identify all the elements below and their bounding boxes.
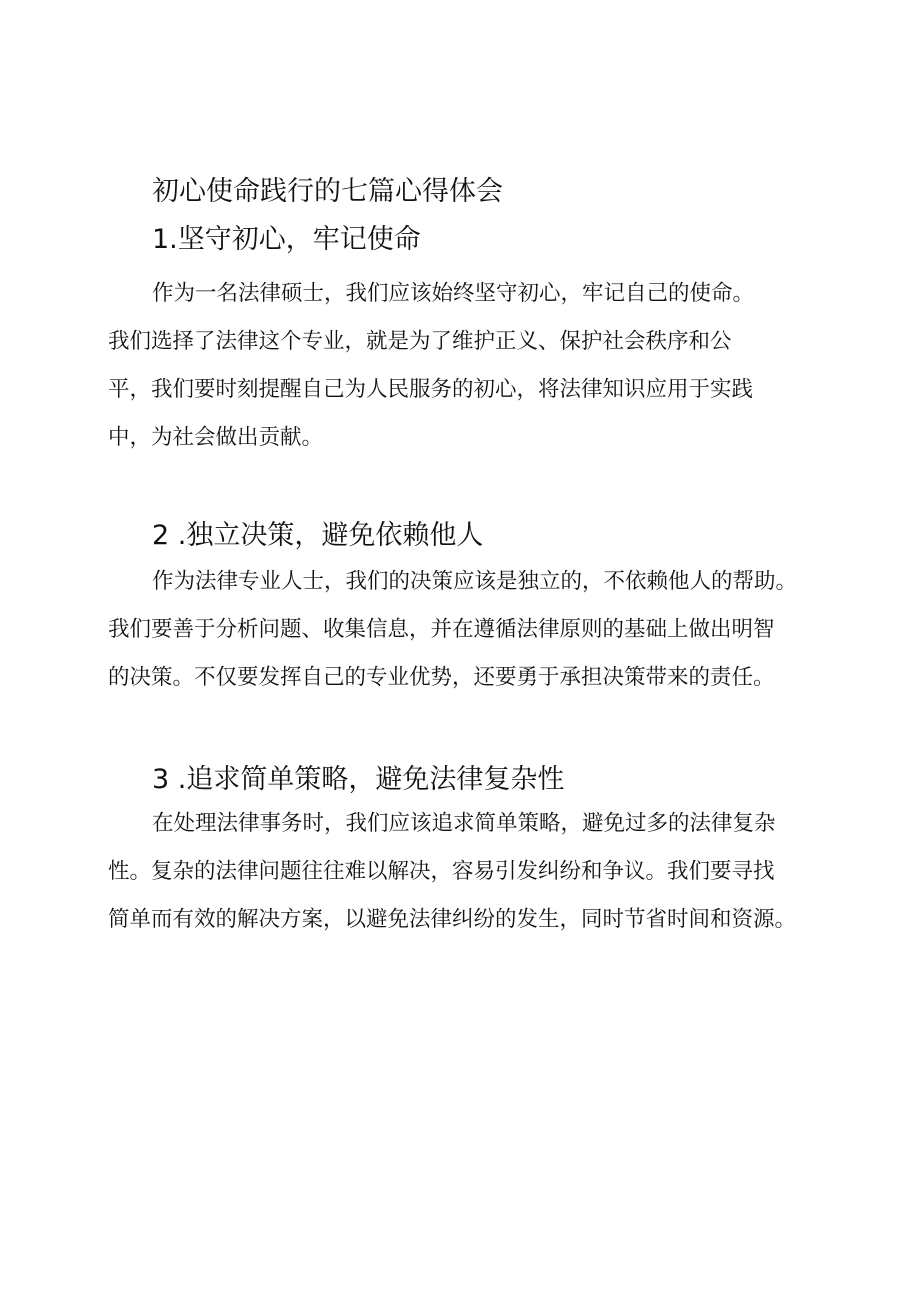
paragraph-line: 作为法律专业人士，我们的决策应该是独立的，不依赖他人的帮助。 xyxy=(152,569,798,594)
section-heading-3: 3 .追求简单策略，避免法律复杂性 xyxy=(152,764,565,795)
section-heading-1: 1.坚守初心，牢记使命 xyxy=(152,224,421,255)
section-3-paragraph xyxy=(108,800,838,944)
paragraph-line: 的决策。不仅要发挥自己的专业优势，还要勇于承担决策带来的责任。 xyxy=(108,665,775,690)
paragraph-line: 我们选择了法律这个专业，就是为了维护正义、保护社会秩序和公 xyxy=(108,329,732,354)
document-title: 初心使命践行的七篇心得体会 xyxy=(152,176,503,207)
paragraph-line: 简单而有效的解决方案，以避免法律纠纷的发生，同时节省时间和资源。 xyxy=(108,907,797,932)
section-heading-2: 2 .独立决策，避免依赖他人 xyxy=(152,520,484,551)
paragraph-line: 作为一名法律硕士，我们应该始终坚守初心，牢记自己的使命。 xyxy=(152,281,755,306)
paragraph-line: 性。复杂的法律问题往往难以解决，容易引发纠纷和争议。我们要寻找 xyxy=(108,859,775,884)
section-2-paragraph xyxy=(108,558,838,702)
paragraph-line: 我们要善于分析问题、收集信息，并在遵循法律原则的基础上做出明智 xyxy=(108,617,775,642)
section-1-paragraph xyxy=(108,270,838,462)
paragraph-line: 在处理法律事务时，我们应该追求简单策略，避免过多的法律复杂 xyxy=(152,811,776,836)
paragraph-line: 中，为社会做出贡献。 xyxy=(108,425,324,450)
paragraph-line: 平，我们要时刻提醒自己为人民服务的初心，将法律知识应用于实践 xyxy=(108,377,754,402)
